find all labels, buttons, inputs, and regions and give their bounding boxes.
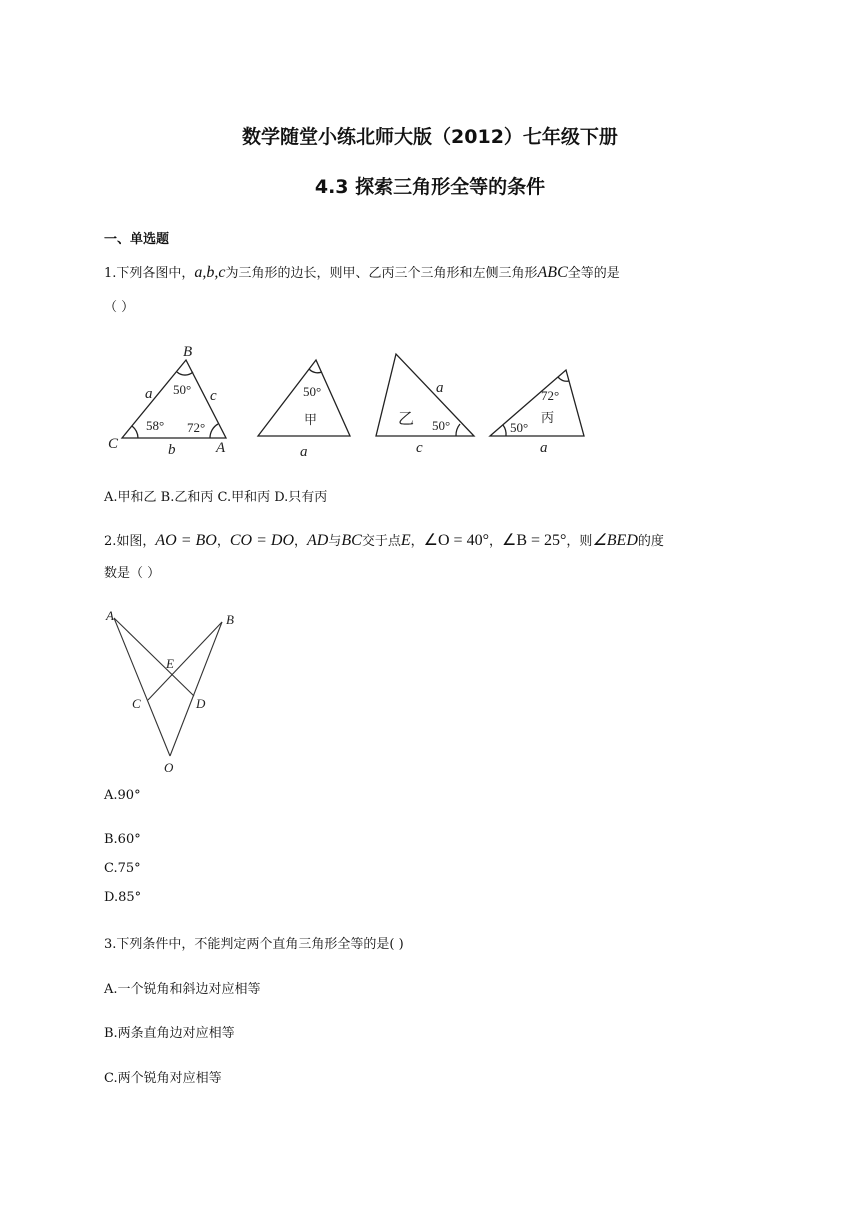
question-2-stem-line2: 数是（ ）: [104, 566, 161, 581]
segment-bo: [170, 622, 222, 756]
question-3-option-a: A.一个锐角和斜边对应相等: [104, 982, 261, 997]
jia-label: 甲: [304, 412, 318, 427]
document-subtitle: 4.3 探索三角形全等的条件: [314, 176, 546, 198]
question-2-option-d: D.85°: [104, 890, 142, 905]
bing-angle-arc-left: [503, 425, 506, 436]
jia-angle-label: 50°: [303, 384, 322, 399]
yi-label: 乙: [398, 411, 415, 428]
angle-c-arc: [132, 426, 138, 438]
yi-side-c: c: [416, 440, 423, 456]
vertex-c: C: [108, 436, 119, 452]
yi-side-a: a: [436, 380, 444, 396]
document-title: 数学随堂小练北师大版（2012）七年级下册: [242, 126, 618, 148]
yi-angle-arc: [456, 424, 460, 436]
point-b-label: B: [226, 612, 234, 627]
point-o-label: O: [164, 760, 174, 775]
segment-ao: [114, 618, 170, 756]
yi-angle-label: 50°: [432, 418, 451, 433]
bing-side-a: a: [540, 440, 548, 456]
question-3-option-b: B.两条直角边对应相等: [104, 1026, 235, 1041]
section-heading: 一、单选题: [104, 232, 170, 247]
triangle-yi: [376, 354, 474, 436]
question-2-stem: 2.如图，AO = BO，CO = DO，AD与BC交于点E，∠O = 40°，∠B = 25°，则∠BED的度: [104, 532, 664, 549]
bing-top-angle-label: 72°: [541, 388, 560, 403]
segment-ad: [114, 618, 194, 696]
question-1-figure: [100, 338, 600, 460]
question-1-paren: （ ）: [104, 300, 135, 315]
question-2-option-c: C.75°: [104, 861, 141, 876]
vertex-a: A: [216, 440, 226, 456]
question-1-stem: 1.下列各图中，a,b,c为三角形的边长，则甲、乙丙三个三角形和左侧三角形ABC全等的是: [104, 264, 620, 281]
vertex-b: B: [183, 344, 193, 360]
angle-a-label: 72°: [187, 420, 206, 435]
side-a: a: [145, 386, 153, 402]
point-c-label: C: [132, 696, 141, 711]
angle-b-label: 50°: [173, 382, 192, 397]
point-a-label: A: [106, 608, 114, 623]
segment-bc: [148, 622, 222, 700]
point-d-label: D: [196, 696, 206, 711]
angle-b-arc: [177, 372, 193, 375]
question-2-option-a: A.90°: [104, 788, 141, 803]
angle-c-label: 58°: [146, 418, 165, 433]
bing-label: 丙: [541, 410, 555, 425]
question-3-option-c: C.两个锐角对应相等: [104, 1071, 222, 1086]
jia-side-a: a: [300, 444, 308, 460]
question-2-option-b: B.60°: [104, 832, 141, 847]
question-3-stem: 3.下列条件中，不能判定两个直角三角形全等的是( ): [104, 937, 404, 952]
side-b: b: [168, 442, 176, 458]
question-2-figure: [100, 606, 250, 776]
bing-angle-arc-top: [558, 377, 569, 381]
angle-a-arc: [210, 424, 218, 438]
question-1-options: A.甲和乙 B.乙和丙 C.甲和丙 D.只有丙: [104, 490, 328, 505]
point-e-label: E: [166, 656, 174, 671]
bing-angle-label: 50°: [510, 420, 529, 435]
side-c: c: [210, 388, 217, 404]
